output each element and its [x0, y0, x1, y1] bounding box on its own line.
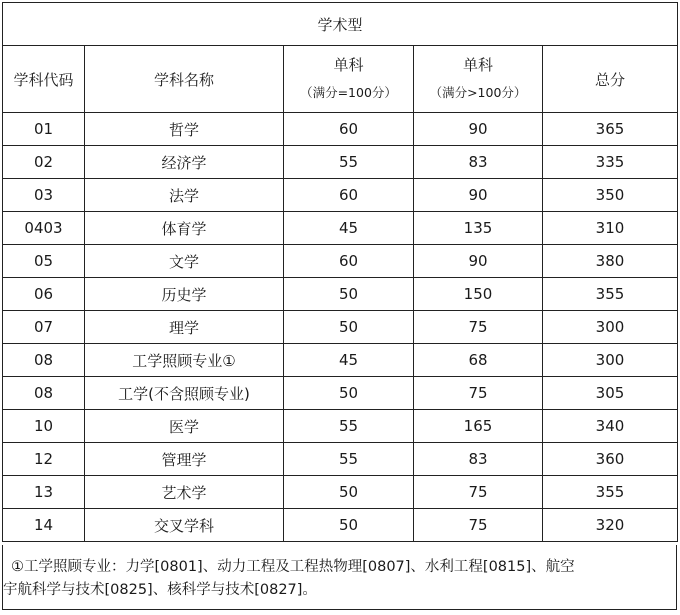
- subject-code-cell: 10: [3, 410, 85, 443]
- table-row: [3, 476, 678, 509]
- subject-name-cell: 文学: [85, 245, 284, 278]
- subject-code-cell: 05: [3, 245, 85, 278]
- subject-name-cell: 工学照顾专业①: [85, 344, 284, 377]
- total-cell: 350: [543, 179, 678, 212]
- table-body: [3, 113, 678, 542]
- single-gt100-cell: 90: [414, 113, 543, 146]
- table-row: [3, 344, 678, 377]
- header-single-100: [284, 46, 414, 113]
- subject-code-cell: 01: [3, 113, 85, 146]
- total-cell: 355: [543, 278, 678, 311]
- footnote: [2, 545, 677, 610]
- total-cell: 300: [543, 311, 678, 344]
- single-100-cell: 60: [284, 179, 414, 212]
- single-gt100-cell: 68: [414, 344, 543, 377]
- subject-name-cell: 艺术学: [85, 476, 284, 509]
- subject-code-cell: 08: [3, 344, 85, 377]
- single-100-cell: 50: [284, 278, 414, 311]
- subject-name-cell: 管理学: [85, 443, 284, 476]
- table-header-row: [3, 46, 678, 113]
- single-100-cell: 50: [284, 311, 414, 344]
- subject-code-cell: 08: [3, 377, 85, 410]
- subject-code-cell: 06: [3, 278, 85, 311]
- table-row: [3, 245, 678, 278]
- subject-name-cell: 法学: [85, 179, 284, 212]
- single-gt100-cell: 75: [414, 476, 543, 509]
- subject-name-cell: 医学: [85, 410, 284, 443]
- total-cell: 355: [543, 476, 678, 509]
- total-cell: 380: [543, 245, 678, 278]
- table-title-row: [3, 3, 678, 46]
- single-gt100-cell: 135: [414, 212, 543, 245]
- subject-name-cell: 经济学: [85, 146, 284, 179]
- table-row: [3, 278, 678, 311]
- single-gt100-cell: 90: [414, 179, 543, 212]
- table-row: [3, 443, 678, 476]
- total-cell: 360: [543, 443, 678, 476]
- table-row: [3, 509, 678, 542]
- single-100-cell: 50: [284, 509, 414, 542]
- table-row: [3, 212, 678, 245]
- single-100-cell: 60: [284, 245, 414, 278]
- subject-name-cell: 哲学: [85, 113, 284, 146]
- single-gt100-cell: 90: [414, 245, 543, 278]
- single-100-cell: 45: [284, 212, 414, 245]
- subject-code-cell: 07: [3, 311, 85, 344]
- total-cell: 305: [543, 377, 678, 410]
- single-gt100-cell: 165: [414, 410, 543, 443]
- single-100-cell: 50: [284, 476, 414, 509]
- subject-name-cell: 历史学: [85, 278, 284, 311]
- subject-code-cell: 02: [3, 146, 85, 179]
- single-100-cell: 55: [284, 443, 414, 476]
- single-gt100-cell: 75: [414, 311, 543, 344]
- table-row: [3, 146, 678, 179]
- subject-code-cell: 14: [3, 509, 85, 542]
- subject-name-cell: 交叉学科: [85, 509, 284, 542]
- header-single-100-sub: （满分=100分）: [300, 85, 397, 100]
- score-line-table: [2, 2, 678, 542]
- header-single-100-title: 单科: [333, 56, 364, 74]
- header-subject-code: 学科代码: [3, 46, 85, 113]
- single-gt100-cell: 83: [414, 146, 543, 179]
- table-row: [3, 410, 678, 443]
- single-100-cell: 50: [284, 377, 414, 410]
- single-gt100-cell: 75: [414, 377, 543, 410]
- single-gt100-cell: 83: [414, 443, 543, 476]
- table-row: [3, 311, 678, 344]
- header-single-gt100-sub: （满分>100分）: [429, 85, 527, 100]
- total-cell: 365: [543, 113, 678, 146]
- footnote-line-1: ①工学照顾专业：力学[0801]、动力工程及工程热物理[0807]、水利工程[0815]、航空: [11, 559, 575, 575]
- single-100-cell: 55: [284, 146, 414, 179]
- header-subject-name: 学科名称: [85, 46, 284, 113]
- single-100-cell: 55: [284, 410, 414, 443]
- footnote-line-2: 宇航科学与技术[0825]、核科学与技术[0827]。: [3, 582, 317, 598]
- total-cell: 340: [543, 410, 678, 443]
- subject-code-cell: 0403: [3, 212, 85, 245]
- table-row: [3, 377, 678, 410]
- single-gt100-cell: 75: [414, 509, 543, 542]
- subject-name-cell: 体育学: [85, 212, 284, 245]
- single-100-cell: 60: [284, 113, 414, 146]
- subject-code-cell: 13: [3, 476, 85, 509]
- header-single-gt100-title: 单科: [462, 56, 493, 74]
- subject-code-cell: 03: [3, 179, 85, 212]
- total-cell: 300: [543, 344, 678, 377]
- single-100-cell: 45: [284, 344, 414, 377]
- header-single-gt100: [414, 46, 543, 113]
- subject-name-cell: 理学: [85, 311, 284, 344]
- table-title: 学术型: [3, 3, 678, 46]
- total-cell: 320: [543, 509, 678, 542]
- table-row: [3, 179, 678, 212]
- subject-name-cell: 工学(不含照顾专业): [85, 377, 284, 410]
- single-gt100-cell: 150: [414, 278, 543, 311]
- subject-code-cell: 12: [3, 443, 85, 476]
- header-total: 总分: [543, 46, 678, 113]
- total-cell: 310: [543, 212, 678, 245]
- table-row: [3, 113, 678, 146]
- total-cell: 335: [543, 146, 678, 179]
